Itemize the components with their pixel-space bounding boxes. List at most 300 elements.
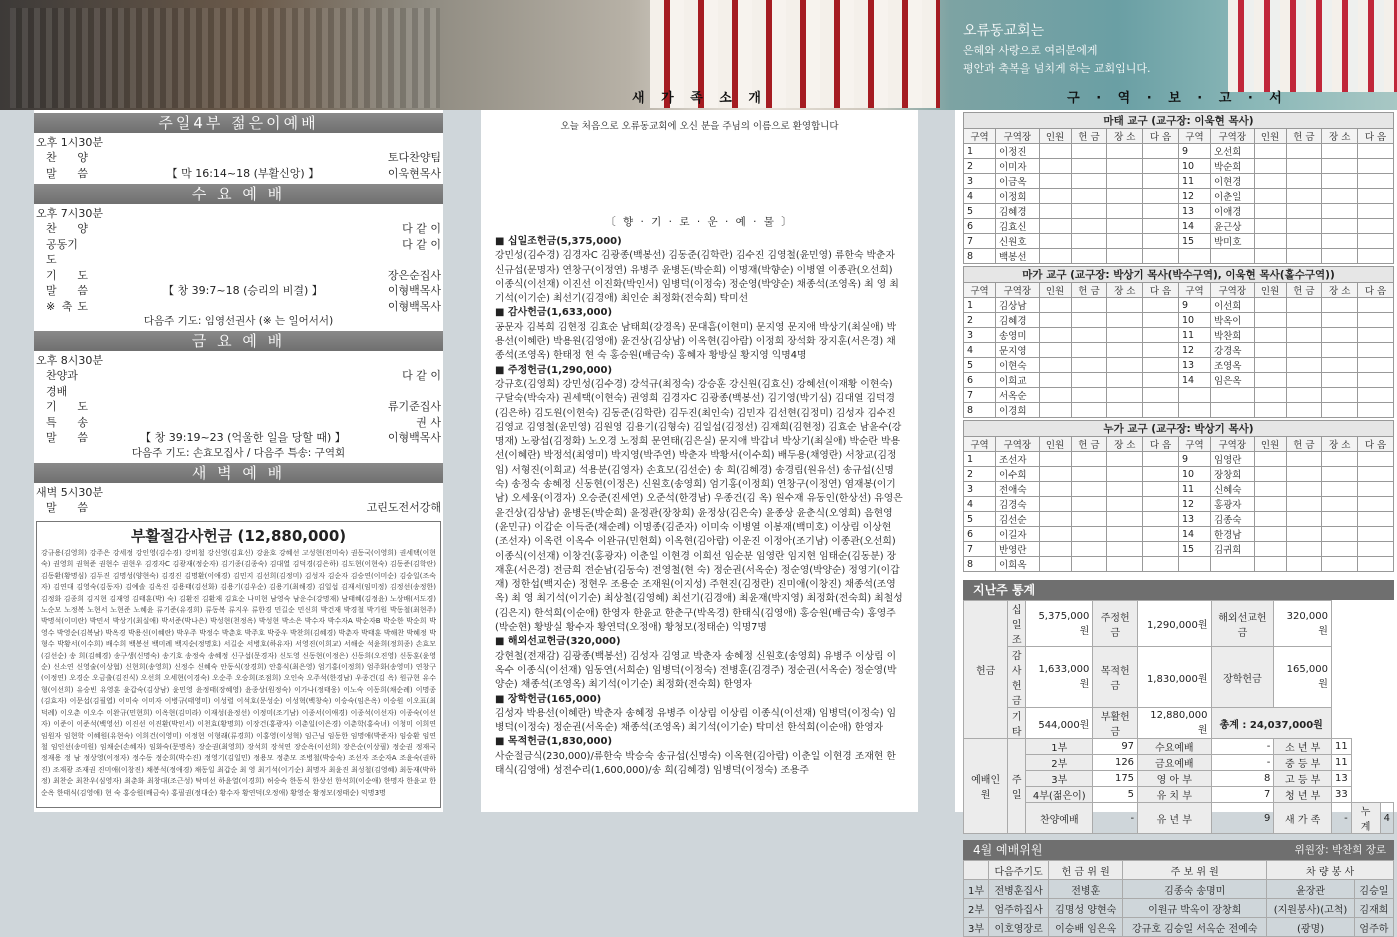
row-person: 류기준집사 bbox=[387, 400, 441, 413]
district-col-header: 다 음 bbox=[1143, 129, 1179, 144]
stat-cell: - bbox=[1331, 803, 1351, 834]
blank-cell bbox=[1107, 482, 1143, 497]
row-person: 다 같 이 bbox=[402, 237, 441, 251]
blank-cell bbox=[1143, 388, 1179, 403]
district-no: 10 bbox=[1178, 159, 1210, 174]
district-no: 14 bbox=[1178, 219, 1210, 234]
blank-cell bbox=[1254, 452, 1286, 467]
district-col-header: 장 소 bbox=[1107, 129, 1143, 144]
offer-label: 헌금 bbox=[964, 601, 1008, 739]
committee-cell: 강규호 김승일 서옥순 전예숙 bbox=[1123, 918, 1267, 937]
district-col-header: 구역 bbox=[1178, 437, 1210, 452]
blank-cell bbox=[1358, 358, 1394, 373]
stat-cell: 십 일 조 bbox=[1008, 601, 1026, 647]
easter-offering-title: 부활절감사헌금 (12,880,000) bbox=[130, 527, 347, 545]
district-leader: 이경희 bbox=[996, 403, 1040, 418]
district-col-header: 인원 bbox=[1254, 437, 1286, 452]
blank-cell bbox=[1322, 219, 1358, 234]
district-no: 15 bbox=[1178, 234, 1210, 249]
committee-col-header: 다음주기도 bbox=[989, 861, 1049, 880]
stat-cell: 33 bbox=[1331, 787, 1351, 803]
district-no: 4 bbox=[964, 189, 996, 204]
stat-cell: 청 년 부 bbox=[1274, 787, 1332, 803]
committee-table bbox=[963, 860, 1394, 937]
stat-cell: 9 bbox=[1211, 803, 1274, 834]
district-col-header: 헌 금 bbox=[1286, 129, 1322, 144]
stat-cell: 13 bbox=[1331, 771, 1351, 787]
blank-cell bbox=[1286, 234, 1322, 249]
district-leader: 이현경 bbox=[1210, 174, 1254, 189]
blank-cell bbox=[1107, 527, 1143, 542]
blank-cell bbox=[1254, 497, 1286, 512]
stat-cell: 찬양예배 bbox=[1026, 803, 1093, 834]
district-leader: 전애숙 bbox=[996, 482, 1040, 497]
service-row bbox=[34, 415, 443, 431]
district-no: 3 bbox=[964, 482, 996, 497]
table-row bbox=[964, 328, 1394, 343]
district-col-header: 인원 bbox=[1039, 437, 1071, 452]
stat-cell: 544,000원 bbox=[1026, 708, 1093, 739]
blank-cell bbox=[1358, 343, 1394, 358]
stat-cell: 11 bbox=[1331, 755, 1351, 771]
committee-col-header: 헌 금 위 원 bbox=[1049, 861, 1123, 880]
district-col-header: 헌 금 bbox=[1071, 283, 1107, 298]
service-time: 오후 8시30분 bbox=[36, 354, 103, 367]
table-row bbox=[964, 601, 1394, 647]
blank-cell bbox=[1071, 159, 1107, 174]
district-leader: 서옥순 bbox=[996, 388, 1040, 403]
blank-cell bbox=[1286, 388, 1322, 403]
stat-cell: 97 bbox=[1093, 739, 1138, 755]
blank-cell bbox=[1143, 159, 1179, 174]
district-leader: 박순희 bbox=[1210, 159, 1254, 174]
stat-cell: 5,375,000원 bbox=[1026, 601, 1093, 647]
blank-cell bbox=[1254, 527, 1286, 542]
blank-cell bbox=[1254, 482, 1286, 497]
district-no: 13 bbox=[1178, 512, 1210, 527]
blank-cell bbox=[1039, 189, 1071, 204]
service-title: 주일4부 젊은이예배 bbox=[34, 113, 443, 133]
blank-cell bbox=[1039, 452, 1071, 467]
district-no: 12 bbox=[1178, 343, 1210, 358]
offering-heading: ■ 목적헌금(1,830,000) bbox=[495, 736, 613, 748]
blank-cell bbox=[1254, 189, 1286, 204]
district-col-header: 헌 금 bbox=[1071, 437, 1107, 452]
district-no bbox=[1178, 557, 1210, 572]
row-role: 공동기도 bbox=[46, 237, 78, 266]
blank-cell bbox=[1254, 204, 1286, 219]
blank-cell bbox=[1143, 343, 1179, 358]
row-role: ※ 축 도 bbox=[46, 299, 88, 313]
blank-cell bbox=[1358, 388, 1394, 403]
blank-cell bbox=[1358, 234, 1394, 249]
blank-cell bbox=[1143, 204, 1179, 219]
offering-names: 강현철(전재감) 김광종(백봉선) 김성자 김영교 박춘자 송혜정 신원호(송영희) 유병주 이상림 이옥수 이종식(이선재) 임동연(서희순) 임병덕(이정숙) 전병훈(김경주) 정순권(서옥순) 정순영(박양순) 채종석(조영옥) 최기석(이기순) 최정화(전숙희) 한영자 bbox=[495, 650, 897, 691]
welcome-text: 오늘 처음으로 오류동교회에 오신 분을 주님의 이름으로 환영합니다 bbox=[560, 121, 839, 132]
district-table bbox=[963, 420, 1394, 572]
blank-cell bbox=[1322, 358, 1358, 373]
blank-cell bbox=[1358, 452, 1394, 467]
district-no: 15 bbox=[1178, 542, 1210, 557]
blank-cell bbox=[1322, 373, 1358, 388]
table-row bbox=[964, 482, 1394, 497]
service-row bbox=[34, 268, 443, 284]
stat-cell: 7 bbox=[1211, 787, 1274, 803]
blank-cell bbox=[1358, 144, 1394, 159]
committee-cell: (광명) bbox=[1267, 918, 1355, 937]
blank-cell bbox=[1286, 403, 1322, 418]
stat-cell: - bbox=[1211, 739, 1274, 755]
district-leader: 조영옥 bbox=[1210, 358, 1254, 373]
blank-cell bbox=[1322, 403, 1358, 418]
offering-names: 사순절금식(230,000)/류한숙 박승숙 송규섭(신명숙) 이옥현(김아람) 이춘일 이현경 조재현 한태식(김영애) 성전수리(1,600,000)/송 희(김혜경) 임병덕(이정숙) 조용주 bbox=[495, 750, 896, 776]
offering-section bbox=[481, 364, 918, 636]
district-no bbox=[1178, 388, 1210, 403]
stat-cell: 1,633,000원 bbox=[1026, 647, 1093, 708]
committee-cell: 윤장관 bbox=[1267, 880, 1355, 899]
table-row bbox=[964, 174, 1394, 189]
district-leader: 김혜경 bbox=[996, 313, 1040, 328]
offering-section bbox=[481, 306, 918, 363]
district-col-header: 구역장 bbox=[1210, 129, 1254, 144]
banner-line-2: 평안과 축복을 넘치게 하는 교회입니다. bbox=[963, 62, 1151, 75]
row-person: 다 같 이 bbox=[402, 222, 441, 235]
committee-cell: 전병훈집사 bbox=[989, 880, 1049, 899]
district-col-header: 장 소 bbox=[1107, 437, 1143, 452]
district-no: 6 bbox=[964, 219, 996, 234]
blank-cell bbox=[1286, 174, 1322, 189]
district-leader: 이선희 bbox=[1210, 298, 1254, 313]
blank-cell bbox=[1286, 542, 1322, 557]
blank-cell bbox=[1286, 298, 1322, 313]
stat-cell: 8 bbox=[1211, 771, 1274, 787]
blank-cell bbox=[1107, 144, 1143, 159]
district-leader bbox=[1210, 249, 1254, 264]
table-row bbox=[964, 249, 1394, 264]
blank-cell bbox=[1143, 144, 1179, 159]
table-row bbox=[964, 527, 1394, 542]
blank-cell bbox=[1071, 328, 1107, 343]
blank-cell bbox=[1254, 219, 1286, 234]
table-row bbox=[964, 899, 1394, 918]
service-note: 다음주 기도: 손효모집사 / 다음주 특송: 구역회 bbox=[131, 446, 346, 459]
blank-cell bbox=[1254, 542, 1286, 557]
blank-cell bbox=[1039, 298, 1071, 313]
district-no: 7 bbox=[964, 388, 996, 403]
service-row bbox=[34, 500, 443, 516]
row-role: 말 씀 bbox=[46, 284, 88, 297]
committee-cell: 엄주하 bbox=[1354, 918, 1393, 937]
district-no: 8 bbox=[964, 249, 996, 264]
blank-cell bbox=[1358, 557, 1394, 572]
committee-cell: 김종숙 송명미 bbox=[1123, 880, 1267, 899]
district-col-header: 장 소 bbox=[1322, 437, 1358, 452]
offering-title: 〔 향 · 기 · 로 · 운 · 예 · 물 〕 bbox=[605, 216, 794, 228]
row-role: 말 씀 bbox=[46, 166, 88, 180]
blank-cell bbox=[1107, 512, 1143, 527]
blank-cell bbox=[1107, 174, 1143, 189]
row-person: 이욱현목사 bbox=[387, 166, 441, 180]
stat-cell: 누 계 bbox=[1351, 803, 1380, 834]
blank-cell bbox=[1071, 234, 1107, 249]
blank-cell bbox=[1071, 249, 1107, 264]
district-col-header: 다 음 bbox=[1143, 283, 1179, 298]
district-no: 5 bbox=[964, 358, 996, 373]
newcomer-column bbox=[481, 110, 918, 812]
blank-cell bbox=[1358, 159, 1394, 174]
district-col-header: 인원 bbox=[1254, 129, 1286, 144]
choir-photo-small bbox=[1228, 0, 1397, 92]
blank-cell bbox=[1358, 298, 1394, 313]
district-no: 2 bbox=[964, 467, 996, 482]
blank-cell bbox=[1286, 452, 1322, 467]
row-person: 장은순집사 bbox=[387, 268, 441, 282]
committee-chair: 위원장: 박찬희 장로 bbox=[1294, 844, 1386, 856]
row-role: 찬양과 경배 bbox=[46, 369, 78, 398]
district-no: 12 bbox=[1178, 497, 1210, 512]
district-no: 7 bbox=[964, 542, 996, 557]
district-table bbox=[963, 266, 1394, 418]
blank-cell bbox=[1071, 542, 1107, 557]
committee-cell: 이승배 임은옥 bbox=[1049, 918, 1123, 937]
district-table bbox=[963, 112, 1394, 264]
blank-cell bbox=[1358, 174, 1394, 189]
blank-cell bbox=[1039, 388, 1071, 403]
district-title: 누가 교구 (교구장: 박상기 목사) bbox=[964, 421, 1394, 437]
row-person: 권 사 bbox=[416, 415, 441, 429]
blank-cell bbox=[1107, 313, 1143, 328]
service-row bbox=[34, 299, 443, 315]
district-no: 1 bbox=[964, 298, 996, 313]
district-col-header: 장 소 bbox=[1107, 283, 1143, 298]
blank-cell bbox=[1254, 249, 1286, 264]
district-no: 11 bbox=[1178, 174, 1210, 189]
blank-cell bbox=[1071, 343, 1107, 358]
district-no: 6 bbox=[964, 527, 996, 542]
blank-cell bbox=[1322, 497, 1358, 512]
offering-section bbox=[481, 235, 918, 306]
stat-cell: 감사헌금 bbox=[1008, 647, 1026, 708]
blank-cell bbox=[1322, 234, 1358, 249]
blank-cell bbox=[1071, 219, 1107, 234]
stat-cell: 320,000원 bbox=[1274, 601, 1332, 647]
blank-cell bbox=[1071, 189, 1107, 204]
stat-cell: 2부 bbox=[1026, 755, 1093, 771]
blank-cell bbox=[1322, 388, 1358, 403]
district-col-header: 구역장 bbox=[996, 129, 1040, 144]
attendance-label: 예배인원 bbox=[964, 739, 1008, 834]
district-leader: 김혜경 bbox=[996, 204, 1040, 219]
stat-cell: 중 등 부 bbox=[1274, 755, 1332, 771]
district-col-header: 인원 bbox=[1039, 129, 1071, 144]
district-no: 4 bbox=[964, 497, 996, 512]
service-title: 금 요 예 배 bbox=[34, 331, 443, 351]
stat-cell: 고 등 부 bbox=[1274, 771, 1332, 787]
blank-cell bbox=[1039, 373, 1071, 388]
blank-cell bbox=[1039, 557, 1071, 572]
blank-cell bbox=[1143, 189, 1179, 204]
district-no: 7 bbox=[964, 234, 996, 249]
blank-cell bbox=[1358, 512, 1394, 527]
stat-cell: 1,830,000원 bbox=[1138, 647, 1211, 708]
blank-cell bbox=[1039, 542, 1071, 557]
district-leader: 이수희 bbox=[996, 467, 1040, 482]
blank-cell bbox=[1286, 343, 1322, 358]
blank-cell bbox=[1286, 557, 1322, 572]
blank-cell bbox=[1254, 298, 1286, 313]
service-time: 새벽 5시30분 bbox=[36, 485, 103, 499]
blank-cell bbox=[1358, 482, 1394, 497]
blank-cell bbox=[1039, 467, 1071, 482]
district-no: 14 bbox=[1178, 373, 1210, 388]
district-no: 10 bbox=[1178, 313, 1210, 328]
row-scripture bbox=[98, 500, 367, 516]
blank-cell bbox=[1322, 174, 1358, 189]
offering-section bbox=[481, 635, 918, 692]
district-col-header: 구역장 bbox=[996, 283, 1040, 298]
blank-cell bbox=[1039, 358, 1071, 373]
district-col-header: 인원 bbox=[1254, 283, 1286, 298]
committee-cell: 3부 bbox=[964, 918, 989, 937]
stat-cell: 영 아 부 bbox=[1138, 771, 1211, 787]
offering-heading: ■ 장학헌금(165,000) bbox=[495, 693, 602, 705]
district-leader: 김효신 bbox=[996, 219, 1040, 234]
offering-names: 강규호(김영희) 강민성(김수경) 강석규(최정숙) 강승훈 강신원(김효신) 강혜선(이재황 이현숙) 구달숙(박숙자) 권세택(이현숙) 권영희 김경자C 김광종(백봉선) 김기영(박기심) 김대열 김덕경(김은하) 김도원(이현숙) 김동준(김학란) 김두진(최인숙) 김민자 김선현(김정미) 김성자 김수진 김영교 김영철(윤민영) 김원영 김용기(김형숙) 김일섭(김정선) 김재희(김현정) 김효순 남윤수(강명재) 노광섭(김정화) 노오경 노정희 문연태(김은실) 문지애 박갑녀 박상기(최실애) 박순란 박용선(이혜란) 박정석(최영미) 박지영(박주연) 박춘자 박황서(이수희) 배두용(채영란) 서창교(김정임) 서형진(이희교) 석용분(김영자) 손효모(김선순) 송 희(김혜경) 송경림(원유선) 송규섭(신명숙) 송정숙 송혜정 신동현(이정은) 신원호(송영희) 엄기홍(이정희) 연창구(이정연) 염재봉(이기남) 오세웅(이경자) 오승준(진세연) 오준석(한경남) 우종건(김 옥) 원수재 유동인(한상선) 유영은 윤건상(김상남) 윤병돈(박순희) 윤정관(장창희) 윤정상(김은숙) 윤종상 윤춘식(오영희) 음현영(윤민규) 이갑순 이득준(채순례) 이명종(김준자) 이미숙 이병열 이봉재(백미호) 이상림 이상현(조선자) 이옥련 이옥수 이완규(민현희) 이옥현(김아람) 이운진 이정아(조기남) 이종관(오선희) 이종식(이선재) 이창건(홍광자) 이춘일 이현경 이희선 임순분 임영란 임지현 임태순(김동분) 장재훈(서은경) 전금희 전순남(김동숙) 전영철(현 숙) 정순권(서옥순) 정순영(박양순) 정영기(이갑재) 정한섭(백지순) 정현우 조용순 조재원(이지성) 주현진(김정란) 진미애(이창진) 채종석(조영옥) 최 영 최기석(이기순) 최상철(김영혜) 최선기(김경애) 최윤재(박지영) 최정화(전숙희) 최철성(김은지) 한석희(이순애) 한영자 한윤교 한춘구(박옥경) 한태식(김영애) 홍승원(배금숙) 홍영주(박순현) 황방실 황수자 황연덕(오정애) 황청모(정태순) 익명7명 bbox=[495, 378, 903, 634]
district-no: 3 bbox=[964, 174, 996, 189]
worship-column bbox=[34, 110, 443, 812]
committee-col-header bbox=[964, 861, 989, 880]
row-scripture: 【 창 39:7~18 (승리의 비결) 】 bbox=[163, 284, 323, 297]
blank-cell bbox=[1254, 467, 1286, 482]
stat-cell: 목적헌금 bbox=[1093, 647, 1138, 708]
row-scripture bbox=[98, 150, 388, 166]
committee-title: 4월 예배위원 bbox=[973, 843, 1043, 857]
table-row bbox=[964, 755, 1394, 771]
blank-cell bbox=[1071, 174, 1107, 189]
blank-cell bbox=[1322, 159, 1358, 174]
blank-cell bbox=[1107, 542, 1143, 557]
table-row bbox=[964, 787, 1394, 803]
district-leader: 백봉선 bbox=[996, 249, 1040, 264]
district-col-header: 다 음 bbox=[1143, 437, 1179, 452]
service-row bbox=[34, 283, 443, 299]
committee-cell: 김명성 양현숙 bbox=[1049, 899, 1123, 918]
blank-cell bbox=[1039, 482, 1071, 497]
district-leader: 이희옥 bbox=[996, 557, 1040, 572]
blank-cell bbox=[1107, 328, 1143, 343]
easter-offering-names: 강규용(김영희) 강주은 강세정 강인영(김수경) 강비철 강신영(김효신) 강윤호 강혜선 고성현(전미숙) 권동국(이영희) 권세택(이현숙) 권영희 권혁준 권현수 권현우 김경자C 김광재(정순자) 김기종(김종숙) 김대열 김덕경(김은하) 김도현(이현숙) 김동준(김학란) 김동환(황명심) 김두진 김명성(양현숙) 김경진 김명환(이애경) 김민지 김선희(김정미) 김성자 김순자 김승연(이미순) 김승일(조숙자) 김연대 김영숙(김동자) 김예솔 김옥진 김용태(김선화) 김용기(김우순) 김용기(최해경) 김일섭 김재서(임미정) 김정선(송정한) 김정화 김종희 김지현 김재영 김태훈(박) 숙) 김환진 김환재 김효순 나미현 남영숙 남운수(강명재) 남태혜(김정윤) 노상배(서도경) 노순모 노정복 노현서 노현준 노혜윤 류기준(유경희) 류동복 류지우 류한경 민길순 민신희 박건재 박경철 박기원 박동철(최현주) 박명석(이미란) 박민서 박상기(최실애) 박서준(박나은) 박성현(천정옥) 박성현 박소은 박수자 박수자A 박순자B 박순한 박순희 박영수 박영순(김복남) 박옥경 박용신(이혜란) 박우주 박정수 박춘호 박주호 박중우 박찬희(김혜경) 박춘자 박태훈 박해찬 박혜정 박형수 박황서(이수희) 배수희 백봉선 백미례 백지순(정명호) 서길순 서병호(하유자) 서영진(이희교) 서해순 석윤희(정희종) 손효모(김선순) 송 희(김혜경) 송구생(신명숙) 송기호 송정숙 송혜정 신구섭(문경자) 신도영 신동현(이정은) 신동희(오진영) 신동훈(윤영순) 신소연 신영술(이상협) 신현희(송영희) 신정수 신혜숙 안동식(장경희) 안흥식(최은영) 엄기홍(이정희) 엄주화(송영미) 연창구(이정연) 오경순 오금출(김진식) 오선희 오세현(이경숙) 오순주 오승희(조점희) 오인숙 오주석(한경남) 우종건(김 옥) 원규현 유수형(이선희) 유승빈 유영훈 윤갑숙(김상남) 윤민영 윤정태(장혜영) 윤종상(원정숙) 이가나(정태웅) 이노숙 이동희(채순례) 이명종(김효자) 이문섭(김필엽) 이미숙 이미자 이병규(태영미) 이성렬 이석호(문성순) 이성혁(백창숙) 이승숙(임은옥) 이승원 이오표(최덕례) 이오춘 이오수 이완규(민현희) 이옥현(김미라) 이재성(윤정선) 이정미(조기남) 이종서(이애경) 이종석(이선자) 이종숙(이선자) 이준이 이준석(백영선) 이진선 이진환(박인서) 이천효(황명희) 이장건(홍광자) 이춘일(이은경) 이춘학(홍숙녀) 이청미 이희연 임원자 임현학 이혜원(유현숙) 이희건(이영미) 이정현 이형래(류경희) 이홍영(이성혁) 임근님 임동한 임명애(박준자) 임승환 임연철 임인선(송미원) 임채순(손혜자) 임화숙(문명옥) 장순권(최영희) 장석희 장석연 장순옥(이선희) 장은순(이상필) 정순권 정재국 정재용 정 남 정상영(이정자) 정수동 정순희(박수진) 정영기(김일민) 정용모 정춘모 조병철(박승숙) 조선자 조순자A 조윤숙(권하진) 조재광 조재권 진미애(이창진) 채봉석(정애경) 채동일 최갑순 최 영 최기석(이기순) 최명자 최윤진 최성철(김영혜) 최동재(박하정) 최찬순 최찬우(심영자) 최춘화 최창대(조근성) 탁미선 하윤열(이경희) 허승숙 한동식 한상선 한석희(이순애) 한명자 한윤교 한순옥 한태식(김영애) 현 숙 홍승원(배금숙) 홍필권(정대순) 황수자 황연덕(오정애) 황영순 황정모(정태순) 익명3명 bbox=[41, 549, 436, 797]
stat-cell: 5 bbox=[1093, 787, 1138, 803]
district-leader: 임은옥 bbox=[1210, 373, 1254, 388]
blank-cell bbox=[1254, 159, 1286, 174]
blank-cell bbox=[1358, 527, 1394, 542]
blank-cell bbox=[1358, 467, 1394, 482]
table-row bbox=[964, 313, 1394, 328]
blank-cell bbox=[1358, 328, 1394, 343]
blank-cell bbox=[1107, 557, 1143, 572]
blank-cell bbox=[1322, 557, 1358, 572]
service-row bbox=[34, 237, 443, 268]
blank-cell bbox=[1143, 557, 1179, 572]
blank-cell bbox=[1143, 313, 1179, 328]
district-no: 14 bbox=[1178, 527, 1210, 542]
blank-cell bbox=[1286, 313, 1322, 328]
blank-cell bbox=[1107, 467, 1143, 482]
district-leader: 김선순 bbox=[996, 512, 1040, 527]
district-leader: 조선자 bbox=[996, 452, 1040, 467]
district-col-header: 다 음 bbox=[1358, 437, 1394, 452]
district-no: 11 bbox=[1178, 482, 1210, 497]
offering-heading: ■ 십일조헌금(5,375,000) bbox=[495, 236, 622, 247]
table-row bbox=[964, 189, 1394, 204]
district-no: 3 bbox=[964, 328, 996, 343]
blank-cell bbox=[1322, 204, 1358, 219]
district-leader: 송영미 bbox=[996, 328, 1040, 343]
blank-cell bbox=[1322, 527, 1358, 542]
district-col-header: 장 소 bbox=[1322, 283, 1358, 298]
blank-cell bbox=[1071, 388, 1107, 403]
blank-cell bbox=[1039, 497, 1071, 512]
blank-cell bbox=[1039, 159, 1071, 174]
blank-cell bbox=[1143, 542, 1179, 557]
stat-cell: 금요예배 bbox=[1138, 755, 1211, 771]
district-leader: 박찬희 bbox=[1210, 328, 1254, 343]
offering-heading: ■ 감사헌금(1,633,000) bbox=[495, 307, 613, 319]
district-no bbox=[1178, 403, 1210, 418]
blank-cell bbox=[1143, 403, 1179, 418]
stat-cell: 1,290,000원 bbox=[1138, 601, 1211, 647]
district-leader: 한경남 bbox=[1210, 527, 1254, 542]
service-row bbox=[34, 368, 443, 399]
row-person: 고린도전서강해 bbox=[366, 500, 441, 514]
stat-cell: 1부 bbox=[1026, 739, 1093, 755]
blank-cell bbox=[1254, 144, 1286, 159]
blank-cell bbox=[1358, 204, 1394, 219]
blank-cell bbox=[1286, 482, 1322, 497]
district-col-header: 장 소 bbox=[1322, 129, 1358, 144]
stat-cell: 126 bbox=[1093, 755, 1138, 771]
table-row bbox=[964, 452, 1394, 467]
blank-cell bbox=[1107, 403, 1143, 418]
committee-cell: 2부 bbox=[964, 899, 989, 918]
table-row bbox=[964, 144, 1394, 159]
blank-cell bbox=[1358, 313, 1394, 328]
district-no: 9 bbox=[1178, 298, 1210, 313]
row-person: 토다찬양팀 bbox=[387, 151, 441, 164]
blank-cell bbox=[1107, 204, 1143, 219]
blank-cell bbox=[1039, 219, 1071, 234]
stat-cell: 12,880,000원 bbox=[1138, 708, 1211, 739]
blank-cell bbox=[1039, 343, 1071, 358]
district-col-header: 헌 금 bbox=[1286, 437, 1322, 452]
blank-cell bbox=[1358, 249, 1394, 264]
district-no: 2 bbox=[964, 313, 996, 328]
district-leader: 이현숙 bbox=[996, 358, 1040, 373]
row-scripture bbox=[98, 221, 402, 237]
offering-names: 공문자 김복희 김현정 김효순 남태희(강경옥) 문대흠(이현미) 문지영 문지애 박상기(최실애) 박용선(이혜란) 박용원(김영애) 윤건상(김상남) 이옥현(김아람) 이정희 장석화 장지훈(서은경) 채종석(조영옥) 한태정 현 숙 홍승원(배금숙) 홍혜자 황방실 황지영 익명4명 bbox=[495, 321, 897, 362]
blank-cell bbox=[1322, 249, 1358, 264]
district-leader: 김경숙 bbox=[996, 497, 1040, 512]
blank-cell bbox=[1322, 343, 1358, 358]
blank-cell bbox=[1254, 373, 1286, 388]
district-no: 5 bbox=[964, 204, 996, 219]
row-scripture bbox=[98, 415, 416, 431]
blank-cell bbox=[1071, 298, 1107, 313]
blank-cell bbox=[1286, 159, 1322, 174]
table-row bbox=[964, 403, 1394, 418]
blank-cell bbox=[1322, 298, 1358, 313]
service-row bbox=[34, 166, 443, 182]
